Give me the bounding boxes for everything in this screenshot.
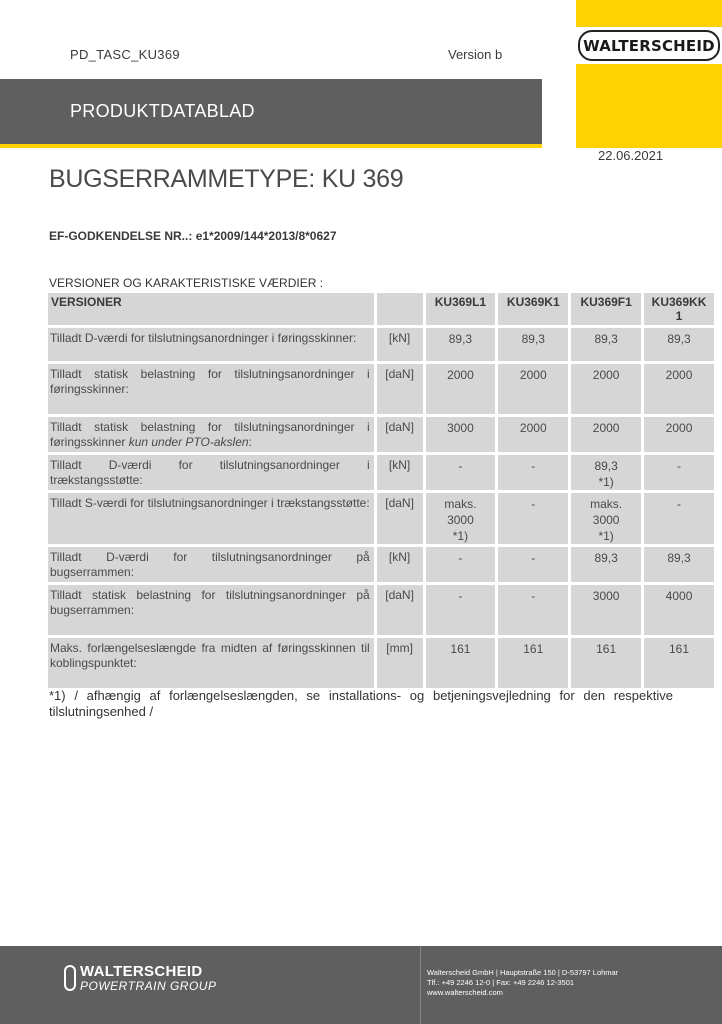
footer-logo-mark-icon — [64, 965, 76, 991]
row-value: 89,3 — [644, 328, 714, 361]
row-value: 89,3 — [571, 328, 641, 361]
table-row — [48, 638, 714, 688]
row-label-text: Tilladt D-værdi for tilslutningsanordninger i føringsskinner: — [50, 331, 357, 345]
row-value: 161 — [498, 638, 568, 688]
row-label — [48, 417, 374, 452]
table-header-row — [48, 293, 714, 325]
section-heading: VERSIONER OG KARAKTERISTISKE VÆRDIER : — [49, 276, 324, 290]
row-value: 2000 — [644, 364, 714, 414]
row-value: - — [426, 547, 496, 582]
row-label — [48, 455, 374, 490]
row-label-text: Tilladt D-værdi for tilslutningsanordninger på bugserrammen: — [50, 550, 370, 579]
row-value: 161 — [571, 638, 641, 688]
row-label — [48, 364, 374, 414]
row-label-text: Tilladt statisk belastning for tilslutningsanordninger i føringsskinner: — [50, 367, 370, 396]
row-label — [48, 328, 374, 361]
document-version: Version b — [448, 47, 503, 62]
row-label-text: Tilladt D-værdi for tilslutningsanordninger i trækstangsstøtte: — [50, 458, 370, 487]
row-value: 2000 — [571, 417, 641, 452]
document-date: 22.06.2021 — [598, 148, 664, 163]
row-value: 161 — [426, 638, 496, 688]
table-header-model: KU369K1 — [498, 293, 568, 325]
row-value: - — [498, 493, 568, 544]
footer-brand-name: WALTERSCHEID — [80, 963, 203, 980]
row-value: 2000 — [644, 417, 714, 452]
row-unit: [kN] — [377, 547, 423, 582]
row-unit: [daN] — [377, 585, 423, 635]
row-label — [48, 638, 374, 688]
title-band-text: PRODUKTDATABLAD — [70, 101, 255, 121]
page-title: BUGSERRAMMETYPE: KU 369 — [49, 165, 404, 193]
table-row — [48, 417, 714, 452]
footer-divider — [420, 946, 421, 1024]
row-value: 89,3 — [498, 328, 568, 361]
row-value: - — [498, 455, 568, 490]
row-label-emphasis: kun under PTO-akslen — [128, 435, 249, 449]
row-label-text: Tilladt S-værdi for tilslutningsanordninger i trækstangsstøtte: — [50, 496, 370, 510]
table-header-model: KU369KK 1 — [644, 293, 714, 325]
footer-brand-subtitle: POWERTRAIN GROUP — [80, 979, 217, 993]
table-row — [48, 364, 714, 414]
footnote: *1) / afhængig af forlængelseslængden, se installations- og betjeningsvejledning for den respektive tilslutningsenhed / — [49, 688, 673, 719]
title-band-accent-line — [0, 144, 542, 148]
row-value: 89,3 — [571, 547, 641, 582]
table-row — [48, 547, 714, 582]
row-value: 89,3 — [644, 547, 714, 582]
table-header-unit — [377, 293, 423, 325]
row-unit: [kN] — [377, 455, 423, 490]
footer-website-link[interactable]: www.walterscheid.com — [427, 988, 503, 997]
approval-label: EF-GODKENDELSE NR..: — [49, 229, 193, 243]
specifications-table — [45, 290, 717, 691]
row-label-text: Maks. forlængelseslængde fra midten af føringsskinnen til koblingspunktet: — [50, 641, 370, 670]
row-value: 3000 — [571, 585, 641, 635]
brand-logo — [576, 27, 722, 64]
row-label-text: Tilladt statisk belastning for tilslutningsanordninger på bugserrammen: — [50, 588, 370, 617]
row-value: 2000 — [426, 364, 496, 414]
row-value: maks. 3000 *1) — [426, 493, 496, 544]
table-header-model: KU369F1 — [571, 293, 641, 325]
row-value: 2000 — [571, 364, 641, 414]
table-row — [48, 493, 714, 544]
row-unit: [kN] — [377, 328, 423, 361]
approval-line — [49, 229, 337, 243]
footer-phone: Tlf.: +49 2246 12-0 | Fax: +49 2246 12-3501 — [427, 978, 575, 987]
yellow-brand-block — [576, 0, 722, 148]
row-value: - — [426, 455, 496, 490]
row-value: 161 — [644, 638, 714, 688]
row-label-suffix: : — [248, 435, 252, 449]
row-value: - — [426, 585, 496, 635]
row-label — [48, 493, 374, 544]
row-label-text: Tilladt statisk belastning for tilslutningsanordninger i føringsskinner — [50, 420, 370, 449]
approval-number: e1*2009/144*2013/8*0627 — [195, 229, 337, 243]
row-value: - — [498, 547, 568, 582]
table-header-versions: VERSIONER — [48, 293, 374, 325]
row-value: 89,3 — [426, 328, 496, 361]
row-unit: [mm] — [377, 638, 423, 688]
table-row — [48, 328, 714, 361]
row-label — [48, 547, 374, 582]
row-value: 4000 — [644, 585, 714, 635]
document-code: PD_TASC_KU369 — [70, 47, 180, 62]
table-row — [48, 455, 714, 490]
row-value: - — [644, 493, 714, 544]
row-value: - — [498, 585, 568, 635]
row-value: 3000 — [426, 417, 496, 452]
row-value: - — [644, 455, 714, 490]
row-unit: [daN] — [377, 417, 423, 452]
footer-address: Walterscheid GmbH | Hauptstraße 150 | D-53797 Lohmar — [427, 968, 619, 977]
table-header-model: KU369L1 — [426, 293, 496, 325]
row-value: 2000 — [498, 417, 568, 452]
brand-logo-text: WALTERSCHEID — [578, 30, 720, 61]
table-row — [48, 585, 714, 635]
footer-contact — [427, 968, 618, 998]
row-value: maks. 3000 *1) — [571, 493, 641, 544]
row-value: 89,3 *1) — [571, 455, 641, 490]
row-value: 2000 — [498, 364, 568, 414]
row-unit: [daN] — [377, 493, 423, 544]
row-label — [48, 585, 374, 635]
row-unit: [daN] — [377, 364, 423, 414]
